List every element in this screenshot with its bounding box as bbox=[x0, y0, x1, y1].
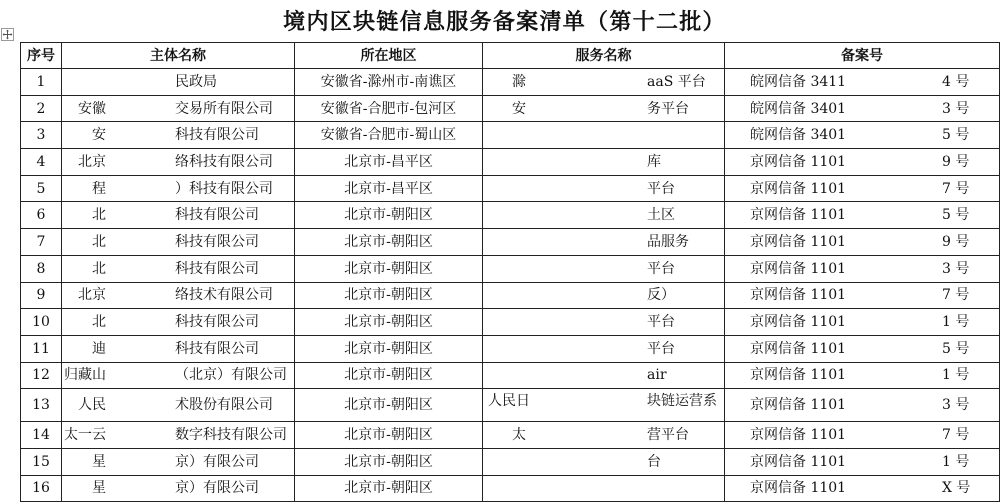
cell-record bbox=[725, 363, 1000, 390]
table-row bbox=[21, 202, 1000, 229]
table-row bbox=[21, 96, 1000, 123]
cell-entity bbox=[62, 122, 295, 149]
cell-region-text: 北京市-朝阳区 bbox=[344, 207, 433, 224]
cell-region-text: 北京市-朝阳区 bbox=[344, 453, 433, 470]
cell-record-text: 京网信备 1101 bbox=[750, 427, 847, 444]
cell-entity bbox=[62, 149, 295, 176]
cell-record bbox=[725, 283, 1000, 310]
cell-number bbox=[21, 422, 62, 449]
cell-entity-text: 交易所有限公司 bbox=[175, 100, 273, 117]
table-row bbox=[21, 122, 1000, 149]
cell-number bbox=[21, 149, 62, 176]
cell-entity bbox=[62, 176, 295, 203]
cell-record-text: 9 号 bbox=[942, 233, 970, 250]
cell-entity bbox=[62, 309, 295, 336]
table-row bbox=[21, 449, 1000, 476]
cell-entity-text: 星 bbox=[92, 480, 106, 497]
cell-number-text: 13 bbox=[32, 397, 50, 414]
cell-number bbox=[21, 389, 62, 422]
cell-number bbox=[21, 363, 62, 390]
cell-number bbox=[21, 229, 62, 256]
cell-record-text: 4 号 bbox=[942, 73, 970, 90]
cell-entity-text: 安徽 bbox=[78, 100, 106, 117]
cell-entity bbox=[62, 283, 295, 310]
cell-service bbox=[483, 122, 725, 149]
cell-entity-text: 科技有限公司 bbox=[175, 207, 259, 224]
header-entity bbox=[62, 43, 295, 69]
header-region-label: 所在地区 bbox=[360, 47, 417, 64]
cell-region bbox=[295, 283, 483, 310]
cell-record-text: 1 号 bbox=[942, 314, 970, 331]
cell-region-text: 北京市-朝阳区 bbox=[344, 427, 433, 444]
cell-record-text: 京网信备 1101 bbox=[750, 397, 847, 414]
table-row bbox=[21, 256, 1000, 283]
cell-region-text: 北京市-朝阳区 bbox=[344, 233, 433, 250]
table-header-row bbox=[21, 43, 1000, 69]
cell-service bbox=[483, 69, 725, 96]
table-row bbox=[21, 176, 1000, 203]
cell-record-text: 京网信备 1101 bbox=[750, 367, 847, 384]
cell-region bbox=[295, 422, 483, 449]
filing-table bbox=[20, 42, 1000, 502]
cell-service bbox=[483, 449, 725, 476]
cell-entity-text: 程 bbox=[92, 180, 106, 197]
cell-entity-text: 人民 bbox=[78, 397, 106, 414]
cell-number-text: 14 bbox=[32, 427, 50, 444]
cell-entity bbox=[62, 449, 295, 476]
cell-entity-text: 京）有限公司 bbox=[175, 480, 259, 497]
cell-record-text: 京网信备 1101 bbox=[750, 180, 847, 197]
cell-record-text: 皖网信备 3411 bbox=[750, 73, 847, 90]
header-number-label: 序号 bbox=[27, 47, 55, 64]
cell-service-text: 营平台 bbox=[647, 427, 689, 444]
cell-number-text: 11 bbox=[32, 340, 50, 357]
cell-record-text: 5 号 bbox=[942, 340, 970, 357]
cell-region bbox=[295, 149, 483, 176]
cell-service-text: 务平台 bbox=[647, 100, 689, 117]
cell-entity-text: 科技有限公司 bbox=[175, 260, 259, 277]
cell-region bbox=[295, 202, 483, 229]
cell-entity-text: 北 bbox=[92, 233, 106, 250]
cell-number bbox=[21, 336, 62, 363]
cell-region bbox=[295, 229, 483, 256]
cell-record-text: 7 号 bbox=[942, 427, 970, 444]
cell-entity-text: 络技术有限公司 bbox=[175, 287, 273, 304]
cell-number-text: 3 bbox=[36, 127, 46, 144]
cell-region-text: 北京市-朝阳区 bbox=[344, 397, 433, 414]
table-row bbox=[21, 149, 1000, 176]
cell-entity-text: 络科技有限公司 bbox=[175, 153, 273, 170]
cell-service bbox=[483, 229, 725, 256]
cell-number bbox=[21, 256, 62, 283]
cell-service bbox=[483, 176, 725, 203]
cell-entity-text: 迪 bbox=[92, 340, 106, 357]
cell-record bbox=[725, 422, 1000, 449]
cell-entity bbox=[62, 69, 295, 96]
cell-service bbox=[483, 422, 725, 449]
cell-region bbox=[295, 122, 483, 149]
cell-record-text: X 号 bbox=[942, 480, 971, 497]
cell-record bbox=[725, 336, 1000, 363]
cell-region-text: 北京市-朝阳区 bbox=[344, 367, 433, 384]
cell-region-text: 北京市-朝阳区 bbox=[344, 314, 433, 331]
cell-service-text: 土区 bbox=[647, 207, 675, 224]
cell-region bbox=[295, 69, 483, 96]
cell-entity-text: 北京 bbox=[78, 287, 106, 304]
cell-record bbox=[725, 149, 1000, 176]
cell-entity-text: 京）有限公司 bbox=[175, 453, 259, 470]
cell-record-text: 皖网信备 3401 bbox=[750, 100, 847, 117]
cell-number-text: 5 bbox=[36, 180, 46, 197]
cell-entity bbox=[62, 202, 295, 229]
cell-number-text: 10 bbox=[32, 314, 50, 331]
cell-entity bbox=[62, 96, 295, 123]
cell-number bbox=[21, 96, 62, 123]
cell-service-text: 平台 bbox=[647, 180, 675, 197]
cell-entity-text: 太一云 bbox=[64, 427, 106, 444]
table-row bbox=[21, 309, 1000, 336]
cell-record bbox=[725, 176, 1000, 203]
table-row bbox=[21, 69, 1000, 96]
cell-service-text: 反） bbox=[647, 287, 675, 304]
cell-region bbox=[295, 336, 483, 363]
cell-record-text: 3 号 bbox=[942, 100, 970, 117]
cell-number-text: 12 bbox=[32, 367, 50, 384]
cell-record-text: 京网信备 1101 bbox=[750, 287, 847, 304]
cell-entity-text: 北 bbox=[92, 314, 106, 331]
cell-service-text: 安 bbox=[512, 100, 526, 117]
header-number bbox=[21, 43, 62, 69]
cell-record-text: 7 号 bbox=[942, 287, 970, 304]
cell-region bbox=[295, 363, 483, 390]
cell-entity-text: 星 bbox=[92, 453, 106, 470]
cell-record-text: 7 号 bbox=[942, 180, 970, 197]
cell-record-text: 京网信备 1101 bbox=[750, 153, 847, 170]
cell-number-text: 2 bbox=[36, 100, 46, 117]
cell-entity-text: 科技有限公司 bbox=[175, 340, 259, 357]
cell-entity bbox=[62, 389, 295, 422]
cell-region bbox=[295, 449, 483, 476]
cell-record-text: 3 号 bbox=[942, 397, 970, 414]
cell-entity-text: 北 bbox=[92, 260, 106, 277]
cell-number-text: 1 bbox=[36, 73, 46, 90]
header-record bbox=[725, 43, 1000, 69]
cell-record-text: 3 号 bbox=[942, 260, 970, 277]
cell-record bbox=[725, 389, 1000, 422]
cell-record-text: 9 号 bbox=[942, 153, 970, 170]
cell-number-text: 4 bbox=[36, 153, 46, 170]
cell-record bbox=[725, 256, 1000, 283]
cell-region bbox=[295, 256, 483, 283]
cell-number bbox=[21, 69, 62, 96]
cell-region-text: 北京市-朝阳区 bbox=[344, 287, 433, 304]
cell-entity bbox=[62, 422, 295, 449]
cell-number-text: 9 bbox=[36, 287, 46, 304]
cell-region-text: 北京市-昌平区 bbox=[344, 180, 433, 197]
cell-entity-text: ）科技有限公司 bbox=[175, 180, 273, 197]
cell-number bbox=[21, 449, 62, 476]
cell-service-text: 品服务 bbox=[647, 233, 689, 250]
cell-number-text: 16 bbox=[32, 480, 50, 497]
cell-region bbox=[295, 389, 483, 422]
cell-record-text: 京网信备 1101 bbox=[750, 480, 847, 497]
table-row bbox=[21, 363, 1000, 390]
cell-region-text: 北京市-朝阳区 bbox=[344, 260, 433, 277]
cell-region-text: 安徽省-合肥市-包河区 bbox=[320, 100, 457, 117]
cell-number bbox=[21, 202, 62, 229]
cell-record-text: 5 号 bbox=[942, 207, 970, 224]
cell-entity-text: 民政局 bbox=[175, 73, 217, 90]
document-title: 境内区块链信息服务备案清单（第十二批） bbox=[283, 9, 726, 35]
cell-service-text: 太 bbox=[512, 427, 526, 444]
cell-entity-text: 归藏山 bbox=[64, 367, 106, 384]
header-region bbox=[295, 43, 483, 69]
cell-record-text: 京网信备 1101 bbox=[750, 314, 847, 331]
cell-entity bbox=[62, 363, 295, 390]
cell-entity-text: 北京 bbox=[78, 153, 106, 170]
cell-region-text: 北京市-朝阳区 bbox=[344, 340, 433, 357]
cell-service bbox=[483, 96, 725, 123]
table-row bbox=[21, 389, 1000, 422]
cell-region-text: 安徽省-合肥市-蜀山区 bbox=[320, 127, 457, 144]
cell-record-text: 皖网信备 3401 bbox=[750, 127, 847, 144]
cell-entity-text: 北 bbox=[92, 207, 106, 224]
cell-number bbox=[21, 309, 62, 336]
cell-region-text: 安徽省-滁州市-南谯区 bbox=[320, 73, 457, 90]
cell-record bbox=[725, 229, 1000, 256]
cell-entity-text: 科技有限公司 bbox=[175, 314, 259, 331]
cell-entity-text: 安 bbox=[92, 127, 106, 144]
cell-record bbox=[725, 122, 1000, 149]
cell-record-text: 京网信备 1101 bbox=[750, 340, 847, 357]
cell-entity-text: 科技有限公司 bbox=[175, 233, 259, 250]
cell-service-text: 滁 bbox=[512, 73, 526, 90]
cell-service-text: 人民日 bbox=[488, 393, 530, 410]
cell-entity bbox=[62, 229, 295, 256]
cell-number-text: 7 bbox=[36, 233, 46, 250]
cell-region bbox=[295, 476, 483, 503]
cell-service-text: 台 bbox=[647, 453, 661, 470]
header-record-label: 备案号 bbox=[841, 47, 883, 64]
cell-record bbox=[725, 476, 1000, 503]
cell-record-text: 京网信备 1101 bbox=[750, 233, 847, 250]
cell-service-text: aaS 平台 bbox=[647, 73, 706, 90]
table-row bbox=[21, 476, 1000, 503]
cell-record bbox=[725, 309, 1000, 336]
table-row bbox=[21, 229, 1000, 256]
cell-record-text: 1 号 bbox=[942, 367, 970, 384]
header-service-label: 服务名称 bbox=[575, 47, 632, 64]
cell-entity bbox=[62, 336, 295, 363]
cell-number bbox=[21, 122, 62, 149]
cell-number bbox=[21, 283, 62, 310]
table-row bbox=[21, 336, 1000, 363]
cell-record-text: 京网信备 1101 bbox=[750, 260, 847, 277]
cell-service-text: 平台 bbox=[647, 340, 675, 357]
cell-region bbox=[295, 309, 483, 336]
cell-number bbox=[21, 476, 62, 503]
header-service bbox=[483, 43, 725, 69]
cell-number-text: 6 bbox=[36, 207, 46, 224]
cell-record-text: 京网信备 1101 bbox=[750, 207, 847, 224]
cell-record bbox=[725, 202, 1000, 229]
header-entity-label: 主体名称 bbox=[150, 47, 206, 64]
cell-entity bbox=[62, 476, 295, 503]
cell-record bbox=[725, 449, 1000, 476]
cell-number-text: 15 bbox=[32, 453, 50, 470]
cell-service bbox=[483, 309, 725, 336]
cell-service bbox=[483, 149, 725, 176]
cell-record-text: 京网信备 1101 bbox=[750, 453, 847, 470]
cell-service-text: air bbox=[647, 367, 667, 384]
cell-service-text: 块链运营系 bbox=[647, 393, 717, 410]
cell-record bbox=[725, 69, 1000, 96]
cell-service-text: 平台 bbox=[647, 314, 675, 331]
cell-service bbox=[483, 283, 725, 310]
cell-record-text: 1 号 bbox=[942, 453, 970, 470]
cell-region bbox=[295, 176, 483, 203]
move-icon[interactable] bbox=[1, 26, 14, 39]
cell-service-text: 库 bbox=[647, 153, 661, 170]
cell-entity bbox=[62, 256, 295, 283]
cell-service bbox=[483, 202, 725, 229]
cell-service bbox=[483, 256, 725, 283]
cell-region-text: 北京市-昌平区 bbox=[344, 153, 433, 170]
cell-region-text: 北京市-朝阳区 bbox=[344, 480, 433, 497]
cell-service bbox=[483, 336, 725, 363]
cell-record bbox=[725, 96, 1000, 123]
cell-number-text: 8 bbox=[36, 260, 46, 277]
cell-service bbox=[483, 363, 725, 390]
cell-number bbox=[21, 176, 62, 203]
table-row bbox=[21, 283, 1000, 310]
cell-service bbox=[483, 476, 725, 503]
cell-entity-text: 术股份有限公司 bbox=[175, 397, 273, 414]
table-row bbox=[21, 422, 1000, 449]
cell-region bbox=[295, 96, 483, 123]
cell-record-text: 5 号 bbox=[942, 127, 970, 144]
cell-entity-text: （北京）有限公司 bbox=[175, 367, 287, 384]
cell-entity-text: 科技有限公司 bbox=[175, 127, 259, 144]
cell-service bbox=[483, 389, 725, 422]
cell-entity-text: 数字科技有限公司 bbox=[175, 427, 287, 444]
cell-service-text: 平台 bbox=[647, 260, 675, 277]
